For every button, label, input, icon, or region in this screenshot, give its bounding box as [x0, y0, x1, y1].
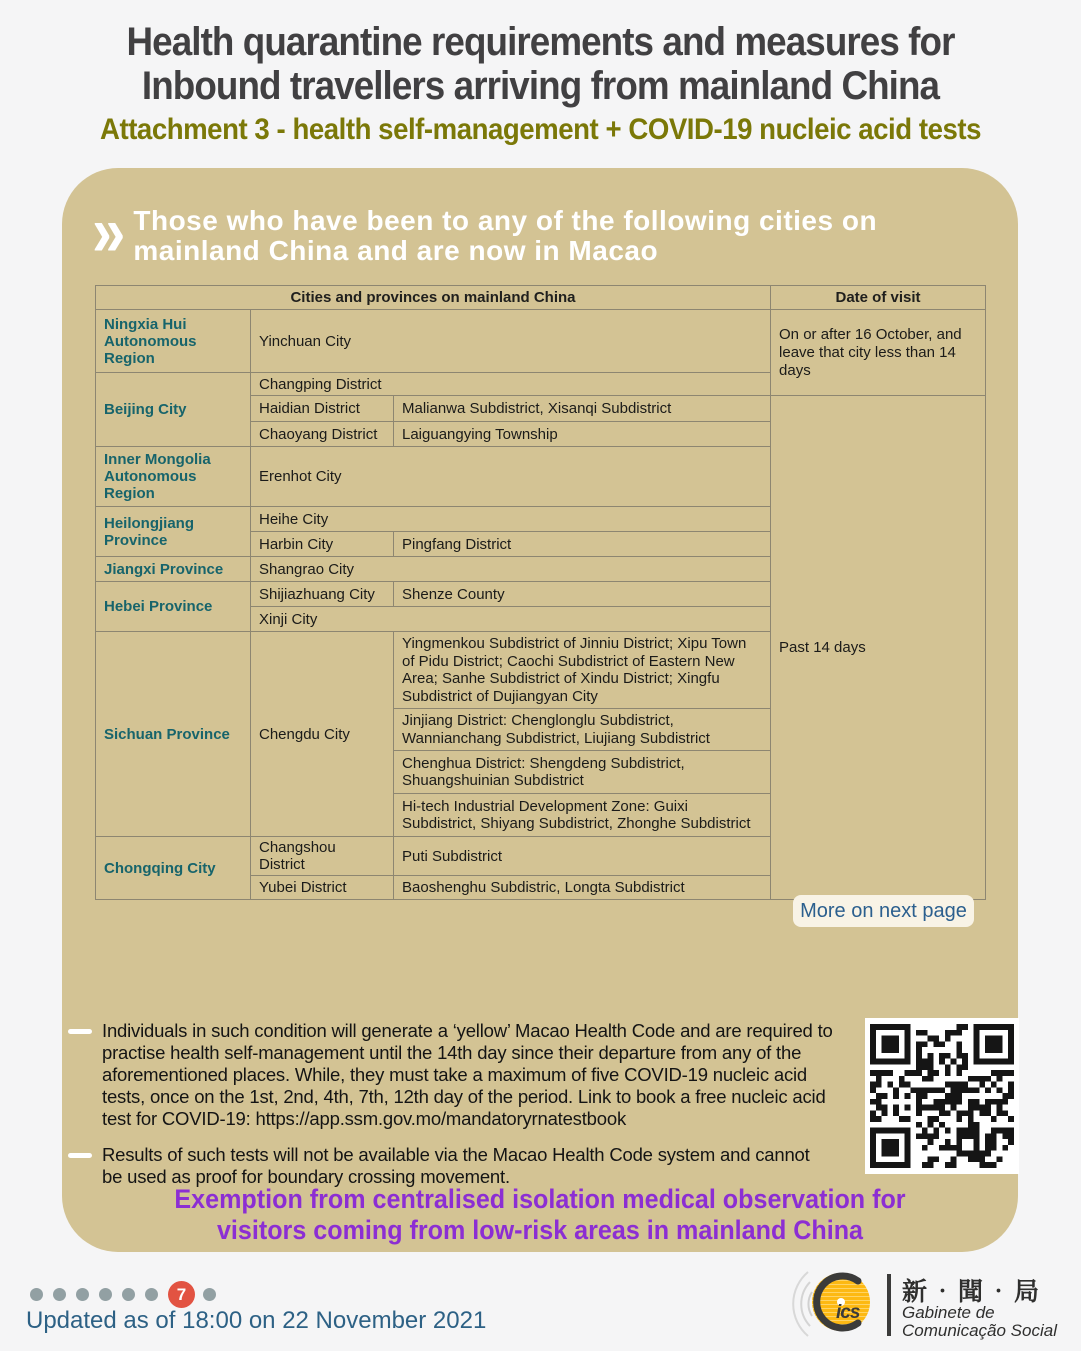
cell-date-rest: Past 14 days [771, 396, 986, 900]
cell-district-chaoyang: Chaoyang District [251, 422, 394, 447]
cell-sub-chengdu-1: Yingmenkou Subdistrict of Jinniu District; Xipu Town of Pidu District; Caochi Subdistrict of Eastern New Area; Sanhe Subdistrict of Xindu District; Xingfu Subdistrict of Dujiangyan City [394, 632, 771, 709]
cell-province-heilongjiang: Heilongjiang Province [96, 507, 251, 557]
exemption-line2: visitors coming from low-risk areas in mainland China [216, 1215, 864, 1245]
cell-district-changshou: Changshou District [251, 837, 394, 876]
cell-city-chengdu: Chengdu City [251, 632, 394, 837]
logo-divider [887, 1274, 891, 1336]
table-row [96, 310, 986, 373]
cell-city-erenhot: Erenhot City [251, 447, 771, 507]
content-card [62, 168, 1018, 1252]
cell-city-shijiazhuang: Shijiazhuang City [251, 582, 394, 607]
dash-bullet-icon [68, 1029, 92, 1034]
cell-city-yinchuan: Yinchuan City [251, 310, 771, 373]
cell-district-changping: Changping District [251, 373, 771, 396]
more-on-next-page-button[interactable]: More on next page [793, 895, 974, 927]
cell-sub-shenze: Shenze County [394, 582, 771, 607]
cell-province-sichuan: Sichuan Province [96, 632, 251, 837]
cell-city-xinji: Xinji City [251, 607, 771, 632]
cell-province-chongqing: Chongqing City [96, 837, 251, 900]
note2-text: Results of such tests will not be available via the Macao Health Code system and cannot be used as proof for boundary crossing movement. [102, 1144, 810, 1187]
cell-province-beijing: Beijing City [96, 373, 251, 447]
page-dots-pagination [30, 1281, 226, 1308]
cell-province-ningxia: Ningxia Hui Autonomous Region [96, 310, 251, 373]
card-heading-line2: mainland China and are now in Macao [133, 235, 659, 266]
card-heading [92, 191, 878, 271]
page-dot [145, 1288, 158, 1301]
page-dot [76, 1288, 89, 1301]
cell-province-jiangxi: Jiangxi Province [96, 557, 251, 582]
cell-city-heihe: Heihe City [251, 507, 771, 532]
cell-sub-chengdu-3: Chenghua District: Shengdeng Subdistrict, Shuangshuinian Subdistrict [394, 751, 771, 794]
note1-text: Individuals in such condition will generate a ‘yellow’ Macao Health Code and are required to practise health self-management until the 14th day since their departure from any of the aforementioned places. While, they must take a maximum of five COVID-19 nucleic acid tests, once on the 1st, 2nd, 4th, 7th, 12th day of the period. Link to book a free nucleic acid test for COVID-19: https://app.ssm.gov.mo/mandatoryrnatestbook [102, 1020, 833, 1129]
cell-district-haidian: Haidian District [251, 396, 394, 422]
current-page-badge: 7 [168, 1281, 195, 1308]
cities-table [95, 285, 986, 900]
cell-sub-haidian: Malianwa Subdistrict, Xisanqi Subdistrict [394, 396, 771, 422]
header-date-of-visit: Date of visit [771, 286, 986, 310]
exemption-note [95, 1184, 984, 1246]
table-header-row [96, 286, 986, 310]
header-cities: Cities and provinces on mainland China [96, 286, 771, 310]
cell-sub-chaoyang: Laiguangying Township [394, 422, 771, 447]
cell-date-first: On or after 16 October, and leave that city less than 14 days [771, 310, 986, 396]
page-title-line1: Health quarantine requirements and measures for [126, 20, 955, 64]
exemption-line1: Exemption from centralised isolation medical observation for [174, 1184, 906, 1214]
dash-bullet-icon [68, 1153, 92, 1158]
cell-sub-chengdu-2: Jinjiang District: Chenglonglu Subdistrict, Wannianchang Subdistrict, Liujiang Subdistrict [394, 709, 771, 751]
cell-district-yubei: Yubei District [251, 876, 394, 900]
note-item [68, 1020, 834, 1130]
cell-sub-pingfang: Pingfang District [394, 532, 771, 557]
page-dot [30, 1288, 43, 1301]
card-heading-line1: Those who have been to any of the following cities on [133, 205, 878, 236]
qr-code-pattern [870, 1024, 1014, 1168]
cell-province-inner-mongolia: Inner Mongolia Autonomous Region [96, 447, 251, 507]
gcs-logo-acronym: ics [836, 1302, 860, 1323]
logo-chinese-name: 新‧聞‧局 [902, 1278, 1043, 1306]
double-chevron-icon: » [92, 191, 120, 271]
cell-sub-changshou: Puti Subdistrict [394, 837, 771, 876]
updated-timestamp: Updated as of 18:00 on 22 November 2021 [26, 1307, 487, 1334]
qr-code [865, 1018, 1019, 1174]
cell-sub-yubei: Baoshenghu Subdistric, Longta Subdistrict [394, 876, 771, 900]
page-dot [122, 1288, 135, 1301]
logo-portuguese-line2: Comunicação Social [902, 1321, 1057, 1340]
cell-city-shangrao: Shangrao City [251, 557, 771, 582]
page-dot [53, 1288, 66, 1301]
page-dot [203, 1288, 216, 1301]
page-title [43, 20, 1038, 108]
cell-province-hebei: Hebei Province [96, 582, 251, 632]
page-subtitle: Attachment 3 - health self-management + COVID-19 nucleic acid tests [99, 113, 982, 146]
page-dot [99, 1288, 112, 1301]
card-heading-text [133, 202, 877, 266]
cell-city-harbin: Harbin City [251, 532, 394, 557]
page-title-line2: Inbound travellers arriving from mainland China [141, 64, 940, 108]
logo-portuguese-line1: Gabinete de [902, 1303, 995, 1322]
note-item [68, 1144, 834, 1188]
cell-sub-chengdu-4: Hi-tech Industrial Development Zone: Guixi Subdistrict, Shiyang Subdistrict, Zhonghe Subdistrict [394, 794, 771, 837]
gcs-logo [770, 1262, 1070, 1348]
